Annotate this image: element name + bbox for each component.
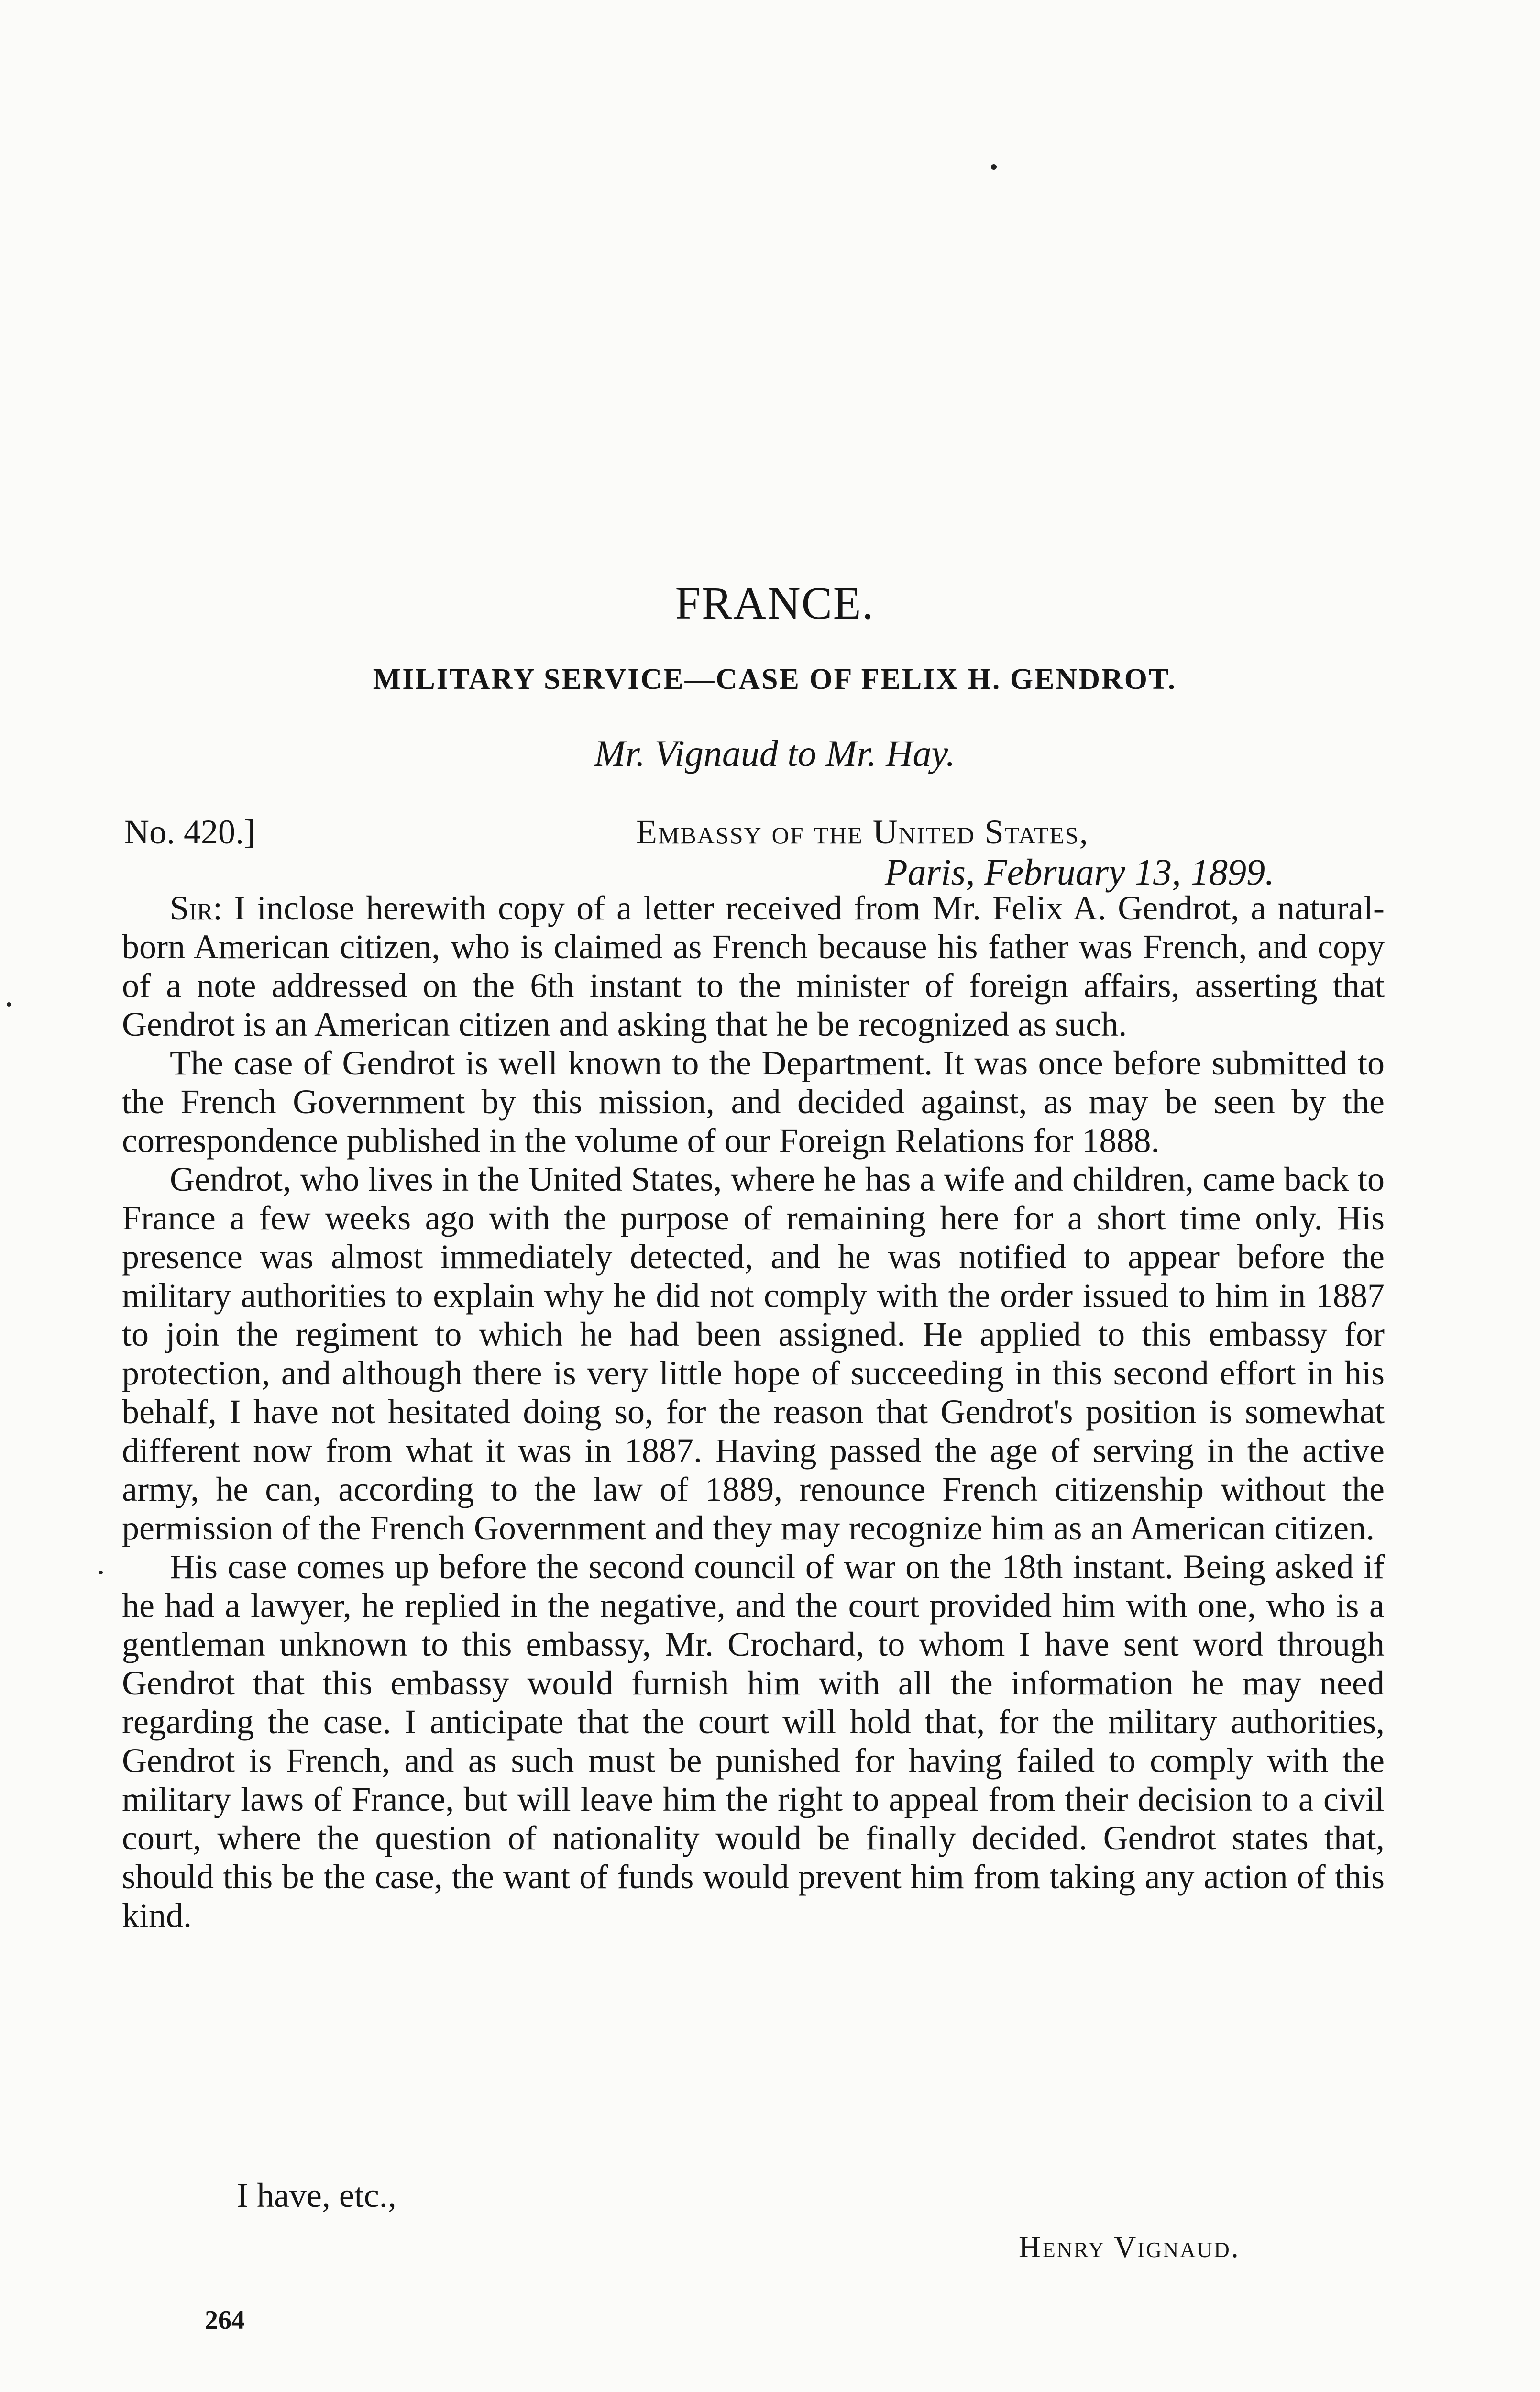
body-paragraph: His case comes up before the second council of war on the 18th instant. Being asked if he had a lawyer, he replied in the negative, and the court provided him with one, who is a gentleman unknown to this embassy, Mr. Crochard, to whom I have sent word through Gendrot that this embassy would furnish him with all the information he may need regarding the case. I anticipate that the court will hold that, for the military authorities, Gendrot is French, and as such must be punished for having failed to comply with the military laws of France, but will leave him the right to appeal from their decision to a civil court, where the question of nationality would be finally decided. Gendrot states that, should this be the case, the want of funds would prevent him from taking any action of this kind. xyxy=(122,1548,1385,1935)
ink-speck xyxy=(99,1571,103,1574)
country-title: FRANCE. xyxy=(675,577,875,629)
page-number: 264 xyxy=(205,2305,245,2335)
body-paragraph xyxy=(122,889,1385,1044)
letter-body xyxy=(122,889,1385,1935)
paragraph-text: I inclose herewith copy of a letter received from Mr. Felix A. Gendrot, a natural-born American citizen, who is claimed as French because his father was French, and copy of a note addressed on the 6th instant to the minister of foreign affairs, asserting that Gendrot is an American citizen and asking that he be recognized as such. xyxy=(122,889,1385,1043)
place-line: Embassy of the United States, xyxy=(636,813,1089,851)
body-paragraph: Gendrot, who lives in the United States, where he has a wife and children, came back to France a few weeks ago with the purpose of remaining here for a short time only. His presence was almost immediately detected, and he was notified to appear before the military authorities to explain why he did not comply with the order issued to him in 1887 to join the regiment to which he had been assigned. He applied to this embassy for protection, and although there is very little hope of succeeding in this second effort in his behalf, I have not hesitated doing so, for the reason that Gendrot's position is somewhat different now from what it was in 1887. Having passed the age of serving in the active army, he can, according to the law of 1889, renounce French citizenship without the permission of the French Government and they may recognize him as an American citizen. xyxy=(122,1160,1385,1547)
salutation: Sir: xyxy=(170,889,223,927)
correspondence-line: Mr. Vignaud to Mr. Hay. xyxy=(594,732,956,774)
document-number: No. 420.] xyxy=(124,813,255,851)
ink-speck xyxy=(7,1002,11,1007)
ink-speck xyxy=(991,164,997,170)
date-line: Paris, February 13, 1899. xyxy=(885,851,1275,893)
closing-line: I have, etc., xyxy=(237,2176,396,2215)
subject-heading: MILITARY SERVICE—CASE OF FELIX H. GENDROT. xyxy=(373,663,1177,696)
body-paragraph: The case of Gendrot is well known to the Department. It was once before submitted to the French Government by this mission, and decided against, as may be seen by the correspondence published in the volume of our Foreign Relations for 1888. xyxy=(122,1044,1385,1160)
signature: Henry Vignaud. xyxy=(1019,2230,1240,2264)
